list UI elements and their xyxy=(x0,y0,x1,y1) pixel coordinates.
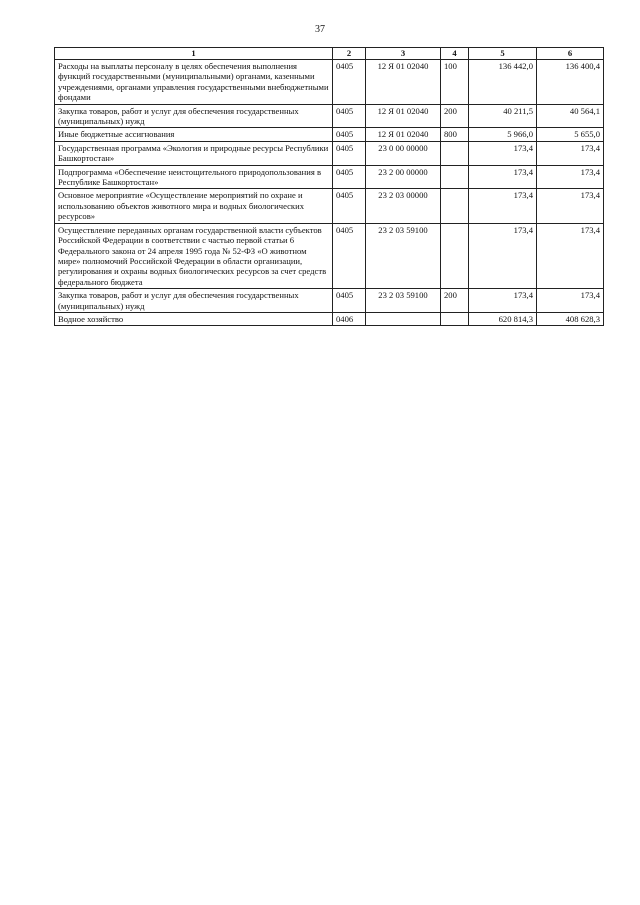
row-name-cell: Закупка товаров, работ и услуг для обеспечения государственных (муниципальных) нужд xyxy=(55,104,333,128)
column-header: 6 xyxy=(537,48,604,60)
table-row xyxy=(55,289,604,313)
amount-year1-cell: 173,4 xyxy=(469,189,537,223)
expense-type-cell: 200 xyxy=(441,104,469,128)
column-header: 5 xyxy=(469,48,537,60)
table-row xyxy=(55,141,604,165)
section-code-cell: 0405 xyxy=(333,189,366,223)
expense-type-cell xyxy=(441,141,469,165)
expense-type-cell xyxy=(441,189,469,223)
row-name-cell: Закупка товаров, работ и услуг для обеспечения государственных (муниципальных) нужд xyxy=(55,289,333,313)
column-header: 4 xyxy=(441,48,469,60)
expense-type-cell xyxy=(441,223,469,288)
column-header: 1 xyxy=(55,48,333,60)
row-name-cell: Водное хозяйство xyxy=(55,312,333,325)
expense-type-cell: 800 xyxy=(441,128,469,141)
column-header: 2 xyxy=(333,48,366,60)
row-name-cell: Государственная программа «Экология и природные ресурсы Республики Башкортостан» xyxy=(55,141,333,165)
target-article-cell: 23 2 03 00000 xyxy=(366,189,441,223)
amount-year1-cell: 136 442,0 xyxy=(469,60,537,105)
section-code-cell: 0405 xyxy=(333,223,366,288)
section-code-cell: 0405 xyxy=(333,289,366,313)
table-row xyxy=(55,60,604,105)
table-row xyxy=(55,312,604,325)
row-name-cell: Осуществление переданных органам государственной власти субъектов Российской Федерации в соответствии с частью первой статьи 6 Федерального закона от 24 апреля 1995 года № 52-ФЗ «О животном мире» полномочий Российской Федерации в области организации, регулирования и охраны водных биологических ресурсов за счет средств федерального бюджета xyxy=(55,223,333,288)
target-article-cell: 23 2 00 00000 xyxy=(366,165,441,189)
amount-year2-cell: 173,4 xyxy=(537,141,604,165)
table-row xyxy=(55,223,604,288)
amount-year1-cell: 620 814,3 xyxy=(469,312,537,325)
amount-year2-cell: 5 655,0 xyxy=(537,128,604,141)
table-row xyxy=(55,104,604,128)
expense-type-cell: 100 xyxy=(441,60,469,105)
amount-year2-cell: 408 628,3 xyxy=(537,312,604,325)
amount-year1-cell: 173,4 xyxy=(469,223,537,288)
section-code-cell: 0405 xyxy=(333,104,366,128)
expense-type-cell xyxy=(441,165,469,189)
amount-year1-cell: 173,4 xyxy=(469,289,537,313)
target-article-cell: 12 Я 01 02040 xyxy=(366,60,441,105)
amount-year2-cell: 173,4 xyxy=(537,223,604,288)
amount-year1-cell: 173,4 xyxy=(469,165,537,189)
amount-year1-cell: 173,4 xyxy=(469,141,537,165)
amount-year2-cell: 173,4 xyxy=(537,165,604,189)
section-code-cell: 0405 xyxy=(333,141,366,165)
amount-year2-cell: 173,4 xyxy=(537,289,604,313)
row-name-cell: Расходы на выплаты персоналу в целях обеспечения выполнения функций государственными (муниципальными) органами, казенными учреждениями, органами управления государственными внебюджетными фондами xyxy=(55,60,333,105)
target-article-cell: 23 0 00 00000 xyxy=(366,141,441,165)
target-article-cell xyxy=(366,312,441,325)
target-article-cell: 12 Я 01 02040 xyxy=(366,128,441,141)
row-name-cell: Основное мероприятие «Осуществление мероприятий по охране и использованию объектов животного мира и водных биологических ресурсов» xyxy=(55,189,333,223)
amount-year2-cell: 40 564,1 xyxy=(537,104,604,128)
amount-year2-cell: 136 400,4 xyxy=(537,60,604,105)
column-header: 3 xyxy=(366,48,441,60)
amount-year2-cell: 173,4 xyxy=(537,189,604,223)
table-body xyxy=(55,60,604,326)
row-name-cell: Иные бюджетные ассигнования xyxy=(55,128,333,141)
section-code-cell: 0405 xyxy=(333,165,366,189)
budget-table xyxy=(54,47,604,326)
table-header-row xyxy=(55,48,604,60)
page-number: 37 xyxy=(315,24,325,35)
table-row xyxy=(55,189,604,223)
target-article-cell: 23 2 03 59100 xyxy=(366,289,441,313)
target-article-cell: 23 2 03 59100 xyxy=(366,223,441,288)
table-row xyxy=(55,165,604,189)
table-row xyxy=(55,128,604,141)
expense-type-cell: 200 xyxy=(441,289,469,313)
target-article-cell: 12 Я 01 02040 xyxy=(366,104,441,128)
section-code-cell: 0405 xyxy=(333,60,366,105)
amount-year1-cell: 40 211,5 xyxy=(469,104,537,128)
section-code-cell: 0405 xyxy=(333,128,366,141)
expense-type-cell xyxy=(441,312,469,325)
amount-year1-cell: 5 966,0 xyxy=(469,128,537,141)
row-name-cell: Подпрограмма «Обеспечение неистощительного природопользования в Республике Башкортостан» xyxy=(55,165,333,189)
section-code-cell: 0406 xyxy=(333,312,366,325)
